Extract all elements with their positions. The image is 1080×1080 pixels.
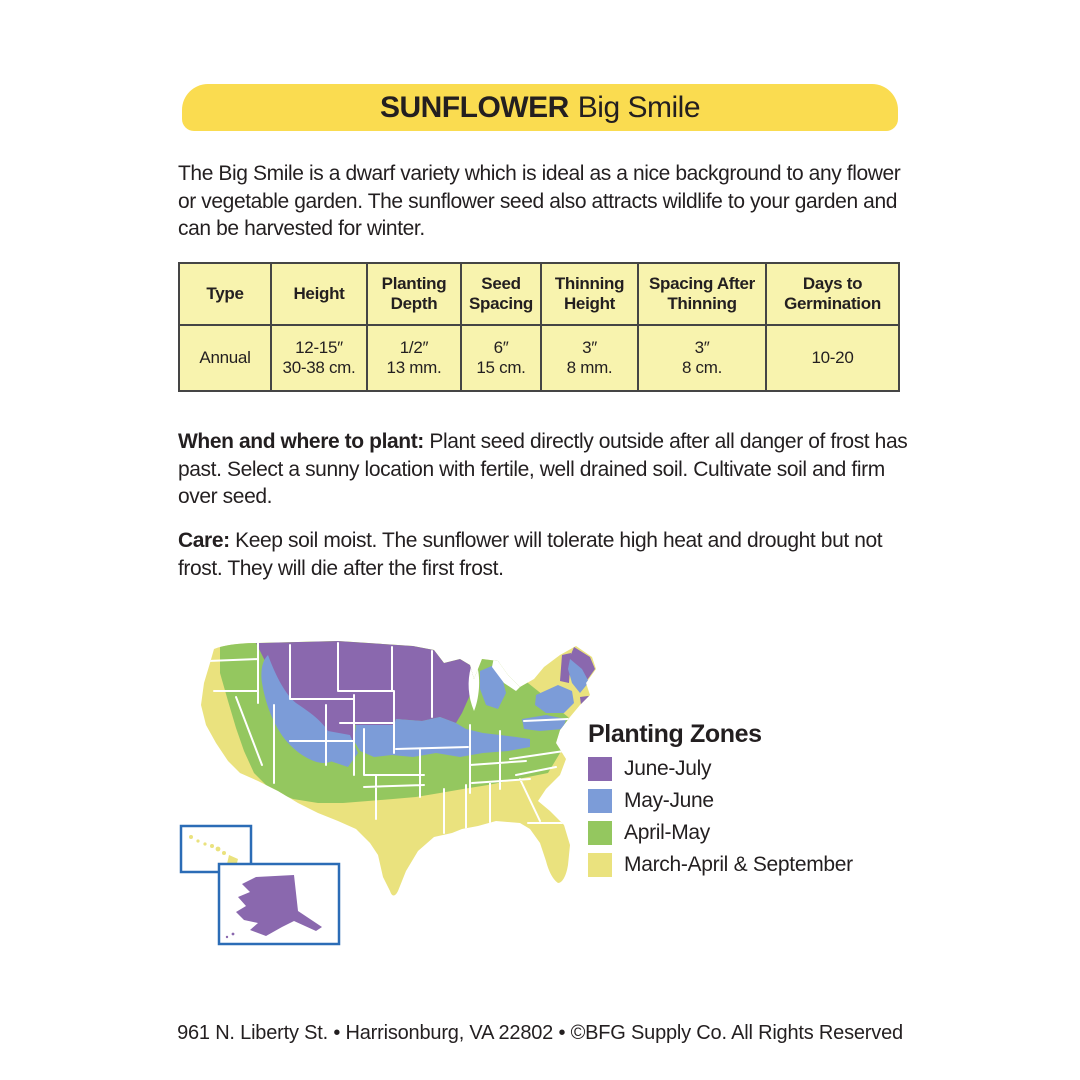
when-where-label: When and where to plant: bbox=[178, 430, 424, 453]
col-header-thinning-height: Thinning Height bbox=[541, 263, 638, 325]
cell-thinning-height: 3″ 8 mm. bbox=[541, 325, 638, 391]
when-where-text: Plant seed directly outside after all danger of frost has past. Select a sunny location with fertile, well drained soil. Cultivate soil and firm over seed. bbox=[178, 430, 908, 508]
col-header-seed-spacing: Seed Spacing bbox=[461, 263, 541, 325]
legend-row-may-june bbox=[588, 789, 888, 813]
us-map-svg bbox=[178, 633, 628, 953]
variety-name: SUNFLOWER bbox=[379, 90, 569, 124]
table-row bbox=[179, 325, 899, 391]
june-july-swatch bbox=[588, 757, 612, 781]
title-banner bbox=[182, 84, 898, 131]
col-header-type: Type bbox=[179, 263, 271, 325]
col-header-planting-depth: Planting Depth bbox=[367, 263, 461, 325]
legend-row-april-may bbox=[588, 821, 888, 845]
legend-label: April-May bbox=[624, 821, 710, 844]
cell-spacing-after-thinning: 3″ 8 cm. bbox=[638, 325, 766, 391]
may-june-swatch bbox=[588, 789, 612, 813]
legend-label: June-July bbox=[624, 757, 712, 780]
legend-row-march-april-september bbox=[588, 853, 888, 877]
when-where-section bbox=[178, 428, 908, 511]
col-header-spacing-after-thinning: Spacing After Thinning bbox=[638, 263, 766, 325]
legend-label: March-April & September bbox=[624, 853, 853, 876]
planting-zones-legend bbox=[588, 720, 888, 885]
legend-label: May-June bbox=[624, 789, 714, 812]
legend-title: Planting Zones bbox=[588, 720, 762, 748]
march-april-september-swatch bbox=[588, 853, 612, 877]
table-header-row bbox=[179, 263, 899, 325]
care-section bbox=[178, 527, 908, 582]
planting-zones-map bbox=[178, 633, 628, 953]
intro-paragraph: The Big Smile is a dwarf variety which is ideal as a nice background to any flower or vegetable garden. The sunflower seed also attracts wildlife to your garden and can be harvested for winter. bbox=[178, 162, 901, 240]
legend-row-june-july bbox=[588, 757, 888, 781]
april-may-swatch bbox=[588, 821, 612, 845]
care-text: Keep soil moist. The sunflower will tolerate high heat and drought but not frost. They will die after the first frost. bbox=[178, 529, 883, 580]
care-label: Care: bbox=[178, 529, 230, 552]
cell-height: 12-15″ 30-38 cm. bbox=[271, 325, 367, 391]
cell-seed-spacing: 6″ 15 cm. bbox=[461, 325, 541, 391]
footer-address: 961 N. Liberty St. • Harrisonburg, VA 22802 • ©BFG Supply Co. All Rights Reserved bbox=[177, 1022, 903, 1044]
cell-planting-depth: 1/2″ 13 mm. bbox=[367, 325, 461, 391]
planting-info-table bbox=[178, 262, 900, 392]
variety-subname: Big Smile bbox=[577, 90, 701, 124]
col-header-days-to-germination: Days to Germination bbox=[766, 263, 899, 325]
col-header-height: Height bbox=[271, 263, 367, 325]
cell-type: Annual bbox=[179, 325, 271, 391]
cell-days-to-germination: 10-20 bbox=[766, 325, 899, 391]
